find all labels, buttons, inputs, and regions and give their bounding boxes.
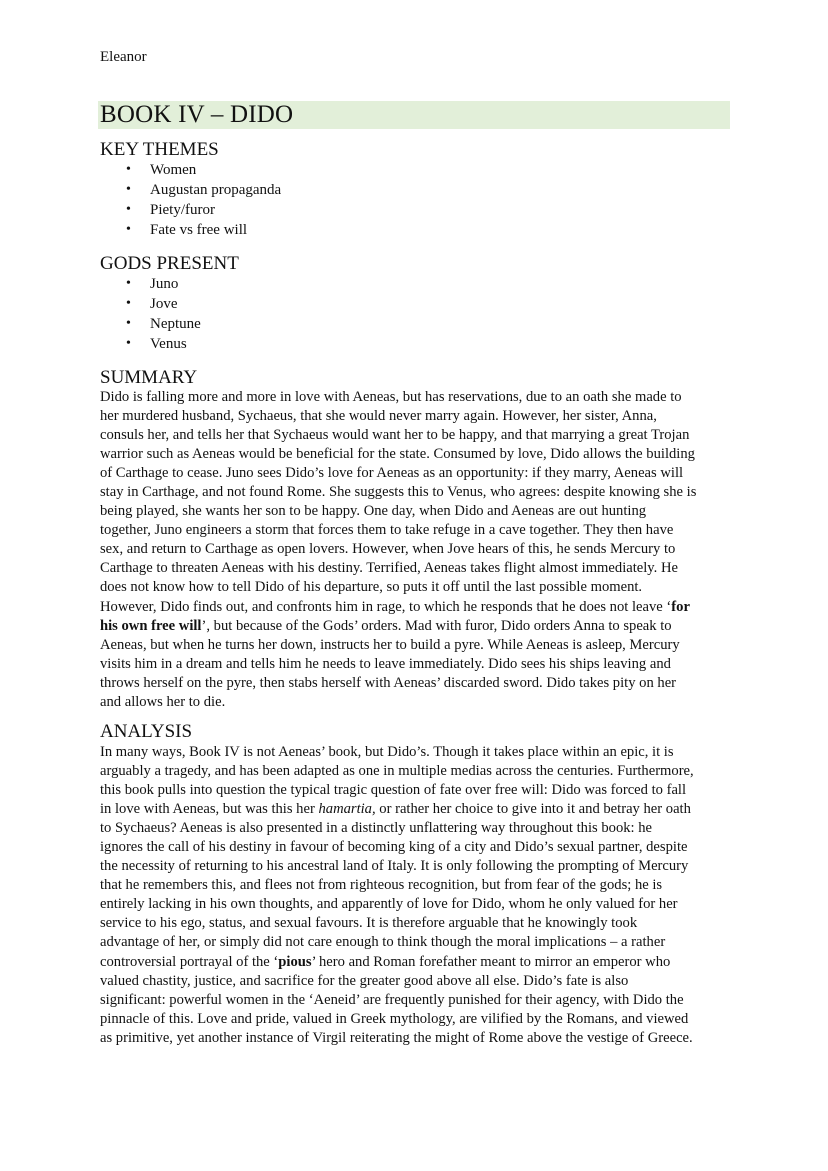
bullet-icon: • xyxy=(126,182,131,197)
list-item: • Women xyxy=(126,162,197,178)
list-item: • Augustan propaganda xyxy=(126,182,282,198)
list-item: • Piety/furor xyxy=(126,202,215,218)
bullet-icon: • xyxy=(126,316,131,331)
bullet-icon: • xyxy=(126,296,131,311)
bullet-icon: • xyxy=(126,336,131,351)
bullet-icon: • xyxy=(126,222,131,237)
list-item: • Juno xyxy=(126,276,179,292)
bullet-icon: • xyxy=(126,276,131,291)
gods-present-heading: GODS PRESENT xyxy=(100,253,239,274)
summary-paragraph: Dido is falling more and more in love with Aeneas, but has reservations, due to an oath she made to her murdered husband, Sychaeus, that she would never marry again. However, her sister, Anna, consuls her, and tells her that Sychaeus would want her to be happy, and that marrying a great Trojan warrior such as Aeneas would be beneficial for the state. Consumed by love, Dido allows the building of Carthage to cease. Juno sees Dido’s love for Aeneas as an opportunity: if they marry, Aeneas will stay in Carthage, and not found Rome. She suggests this to Venus, who agrees: despite knowing she is being played, she wants her son to be happy. One day, when Dido and Aeneas are out hunting together, Juno engineers a storm that forces them to take refuge in a cave together. They then have sex, and return to Carthage as open lovers. However, when Jove hears of this, he sends Mercury to Carthage to threaten Aeneas with his destiny. Terrified, Aeneas takes flight almost immediately. He does not know how to tell Dido of his departure, so puts it off until the last possible moment. However, Dido finds out, and confronts him in rage, to which he responds that he does not leave ‘for his own free will’, but because of the Gods’ orders. Mad with furor, Dido orders Anna to speak to Aeneas, but when he turns her down, instructs her to build a pyre. While Aeneas is asleep, Mercury visits him in a dream and tells him he needs to leave immediately. Dido sees his ships leaving and throws herself on the pyre, then stabs herself with Aeneas’ discarded sword. Dido takes pity on her and allows her to die. xyxy=(100,389,697,710)
key-themes-heading: KEY THEMES xyxy=(100,139,219,160)
bullet-icon: • xyxy=(126,162,131,177)
gods-present-list xyxy=(100,274,201,354)
analysis-heading: ANALYSIS xyxy=(100,721,193,742)
summary-heading: SUMMARY xyxy=(100,367,198,388)
list-item: • Jove xyxy=(126,296,178,312)
page-title: BOOK IV – DIDO xyxy=(100,101,294,128)
bullet-icon: • xyxy=(126,202,131,217)
analysis-paragraph: In many ways, Book IV is not Aeneas’ book, but Dido’s. Though it takes place within an epic, it is arguably a tragedy, and has been adapted as one in multiple medias across the centuries. Furthermore, this book pulls into question the typical tragic question of fate over free will: Dido was forced to fall in love with Aeneas, but was this her hamartia, or rather her choice to give into it and betray her oath to Sychaeus? Aeneas is also presented in a distinctly unflattering way throughout this book: he ignores the call of his destiny in favour of becoming king of a city and Dido’s sexual partner, despite the necessity of returning to his ancestral land of Italy. It is only following the prompting of Mercury that he remembers this, and flees not from righteous recognition, but from fear of the gods; he is entirely lacking in his own thoughts, and apparently of love for Dido, whom he only valued for her service to his ego, status, and sexual favours. It is therefore arguable that he knowingly took advantage of her, or simply did not care enough to think though the moral implications – a rather controversial portrayal of the ‘pious’ hero and Roman forefather meant to mirror an emperor who valued chastity, justice, and sacrifice for the greater good above all else. Dido’s fate is also significant: powerful women in the ‘Aeneid’ are frequently punished for their agency, with Dido the pinnacle of this. Love and pride, valued in Greek mythology, are vilified by the Romans, and viewed as primitive, yet another instance of Virgil reiterating the might of Rome above the vestige of Greece. xyxy=(100,744,694,1046)
author-name: Eleanor xyxy=(100,49,147,65)
key-themes-list xyxy=(100,160,281,240)
list-item: • Venus xyxy=(126,336,187,352)
list-item: • Fate vs free will xyxy=(126,222,248,238)
list-item: • Neptune xyxy=(126,316,201,332)
